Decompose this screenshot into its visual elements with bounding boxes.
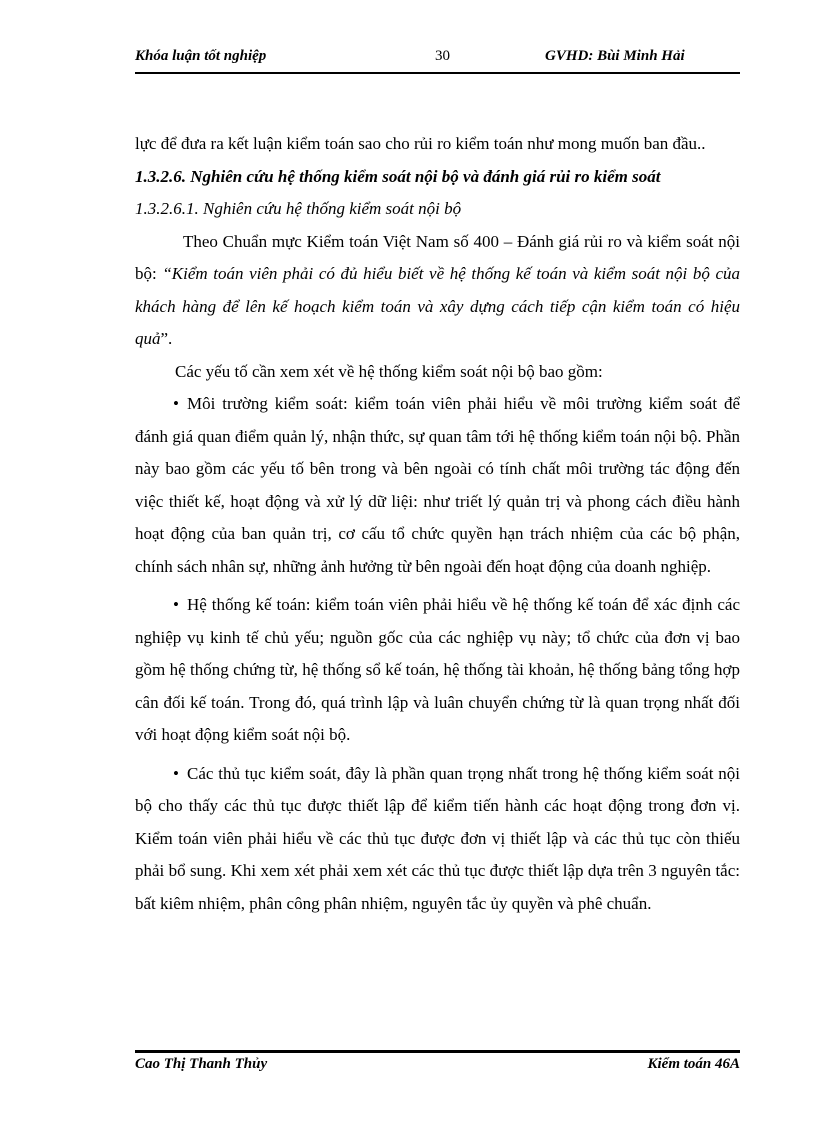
bullet-icon: • [173,595,179,614]
page-footer [135,1056,740,1078]
header-thesis-title: Khóa luận tốt nghiệp [135,48,267,64]
header-supervisor: GVHD: Bùi Minh Hải [545,48,685,64]
bullet-accounting-system [135,589,740,752]
bullet-text: Môi trường kiểm soát: kiểm toán viên phải hiểu về môi trường kiểm soát để đánh giá quan điểm quản lý, nhận thức, sự quan tâm tới hệ thống kiểm toán nội bộ. Phần này bao gồm các yếu tố bên trong và bên ngoài có tính chất môi trường tác động đến việc thiết kế, hoạt động và xử lý dữ liệi: như triết lý quản trị và phong cách điều hành hoạt động của ban quản trị, cơ cấu tổ chức quyền hạn trách nhiệm của các bộ phận, chính sách nhân sự, những ảnh hưởng từ bên ngoài đến hoạt động của doanh nghiệp. [135,394,740,576]
subsection-heading: 1.3.2.6.1. Nghiên cứu hệ thống kiểm soát nội bộ [135,199,462,218]
elements-intro: Các yếu tố cần xem xét về hệ thống kiểm soát nội bộ bao gồm: [175,361,603,381]
bullet-icon: • [173,394,179,413]
page-header [135,48,740,72]
page-body [135,128,740,920]
standard-quote: “Kiểm toán viên phải có đủ hiểu biết về hệ thống kế toán và kiểm soát nội bộ của khách hàng để lên kế hoạch kiểm toán và xây dựng cách tiếp cận kiểm toán có hiệu quả [135,264,740,348]
bullet-icon: • [173,763,179,783]
bullet-text: Hệ thống kế toán: kiểm toán viên phải hiểu về hệ thống kế toán để xác định các nghiệp vụ kinh tế chủ yếu; nguồn gốc của các nghiệp vụ này; tổ chức của đơn vị bao gồm hệ thống chứng từ, hệ thống sổ kế toán, hệ thống tài khoản, hệ thống bảng tổng hợp cân đối kế toán. Trong đó, quá trình lập và luân chuyển chứng từ là quan trọng nhất đối với hoạt động kiểm soát nội bộ. [135,595,740,744]
bullet-text: Các thủ tục kiểm soát, đây là phần quan trọng nhất trong hệ thống kiểm soát nội bộ cho thấy các thủ tục được thiết lập để kiểm tiến hành các hoạt động trong đơn vị. Kiểm toán viên phải hiểu về các thủ tục được đơn vị thiết lập và các thủ tục còn thiếu phải bổ sung. Khi xem xét phải xem xét các thủ tục được thiết lập dựa trên 3 nguyên tắc: bất kiêm nhiệm, phân công phân nhiệm, nguyên tắc ủy quyền và phê chuẩn. [135,763,740,913]
header-rule [135,72,740,74]
intro-paragraph: lực để đưa ra kết luận kiểm toán sao cho rủi ro kiểm toán như mong muốn ban đầu.. [135,134,706,153]
header-page-number: 30 [435,48,450,64]
standard-paragraph [135,226,740,356]
bullet-control-procedures [135,758,740,921]
footer-author: Cao Thị Thanh Thủy [135,1056,268,1072]
footer-class: Kiểm toán 46A [647,1056,740,1072]
standard-tail: ”. [160,329,173,348]
bullet-control-environment [135,388,740,583]
section-heading: 1.3.2.6. Nghiên cứu hệ thống kiểm soát nội bộ và đánh giá rủi ro kiểm soát [135,166,661,186]
footer-rule [135,1050,740,1053]
standard-lead: Theo Chuẩn mực Kiểm toán Việt Nam số 400 – Đánh giá rủi ro và kiểm soát nội bộ: [135,231,740,283]
